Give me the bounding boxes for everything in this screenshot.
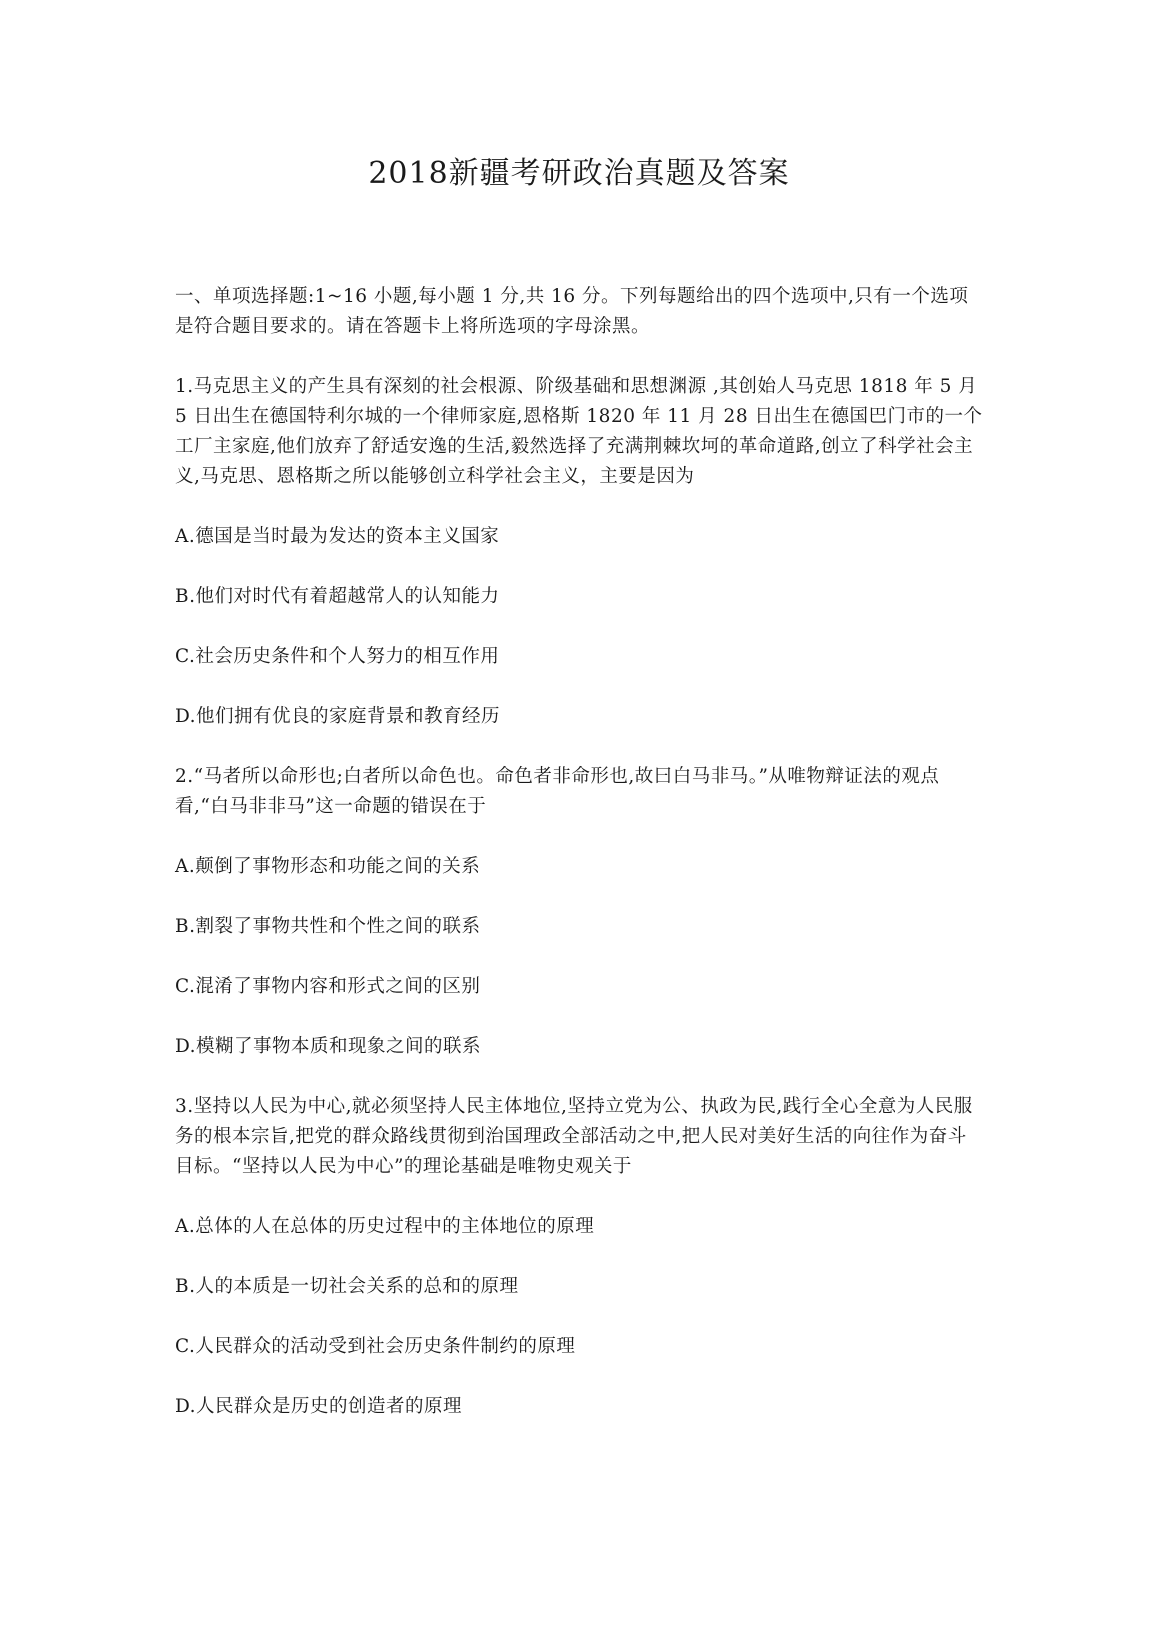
question-stem: 1.马克思主义的产生具有深刻的社会根源、阶级基础和思想渊源 ,其创始人马克思 1818 年 5 月 5 日出生在德国特利尔城的一个律师家庭,恩格斯 1820 年 11 月 28 日出生在德国巴门市的一个工厂主家庭,他们放弃了舒适安逸的生活,毅然选择了充满荆棘坎坷的革命道路,创立了科学社会主义,马克思、恩格斯之所以能够创立科学社会主义，主要是因为 bbox=[175, 376, 983, 487]
question-1 bbox=[175, 372, 983, 732]
question-3 bbox=[175, 1092, 983, 1422]
option-d: D.人民群众是历史的创造者的原理 bbox=[175, 1396, 463, 1417]
question-stem: 2.“马者所以命形也;白者所以命色也。命色者非命形也,故曰白马非马。”从唯物辩证法的观点看,“白马非非马”这一命题的错误在于 bbox=[175, 766, 940, 817]
option-d: D.模糊了事物本质和现象之间的联系 bbox=[175, 1036, 482, 1057]
option-b: B.人的本质是一切社会关系的总和的原理 bbox=[175, 1276, 519, 1297]
option-a: A.总体的人在总体的历史过程中的主体地位的原理 bbox=[175, 1216, 595, 1237]
option-a: A.德国是当时最为发达的资本主义国家 bbox=[175, 526, 500, 547]
option-a: A.颠倒了事物形态和功能之间的关系 bbox=[175, 856, 481, 877]
document-body bbox=[175, 282, 983, 1452]
option-c: C.混淆了事物内容和形式之间的区别 bbox=[175, 976, 481, 997]
option-c: C.社会历史条件和个人努力的相互作用 bbox=[175, 646, 500, 667]
page-title: 2018新疆考研政治真题及答案 bbox=[368, 156, 790, 191]
option-b: B.他们对时代有着超越常人的认知能力 bbox=[175, 586, 500, 607]
question-2 bbox=[175, 762, 983, 1062]
question-stem: 3.坚持以人民为中心,就必须坚持人民主体地位,坚持立党为公、执政为民,践行全心全意为人民服务的根本宗旨,把党的群众路线贯彻到治国理政全部活动之中,把人民对美好生活的向往作为奋斗目标。“坚持以人民为中心”的理论基础是唯物史观关于 bbox=[175, 1096, 973, 1177]
option-b: B.割裂了事物共性和个性之间的联系 bbox=[175, 916, 481, 937]
section-instructions: 一、单项选择题:1~16 小题,每小题 1 分,共 16 分。下列每题给出的四个选项中,只有一个选项是符合题目要求的。请在答题卡上将所选项的字母涂黑。 bbox=[175, 286, 969, 337]
option-d: D.他们拥有优良的家庭背景和教育经历 bbox=[175, 706, 501, 727]
option-c: C.人民群众的活动受到社会历史条件制约的原理 bbox=[175, 1336, 576, 1357]
